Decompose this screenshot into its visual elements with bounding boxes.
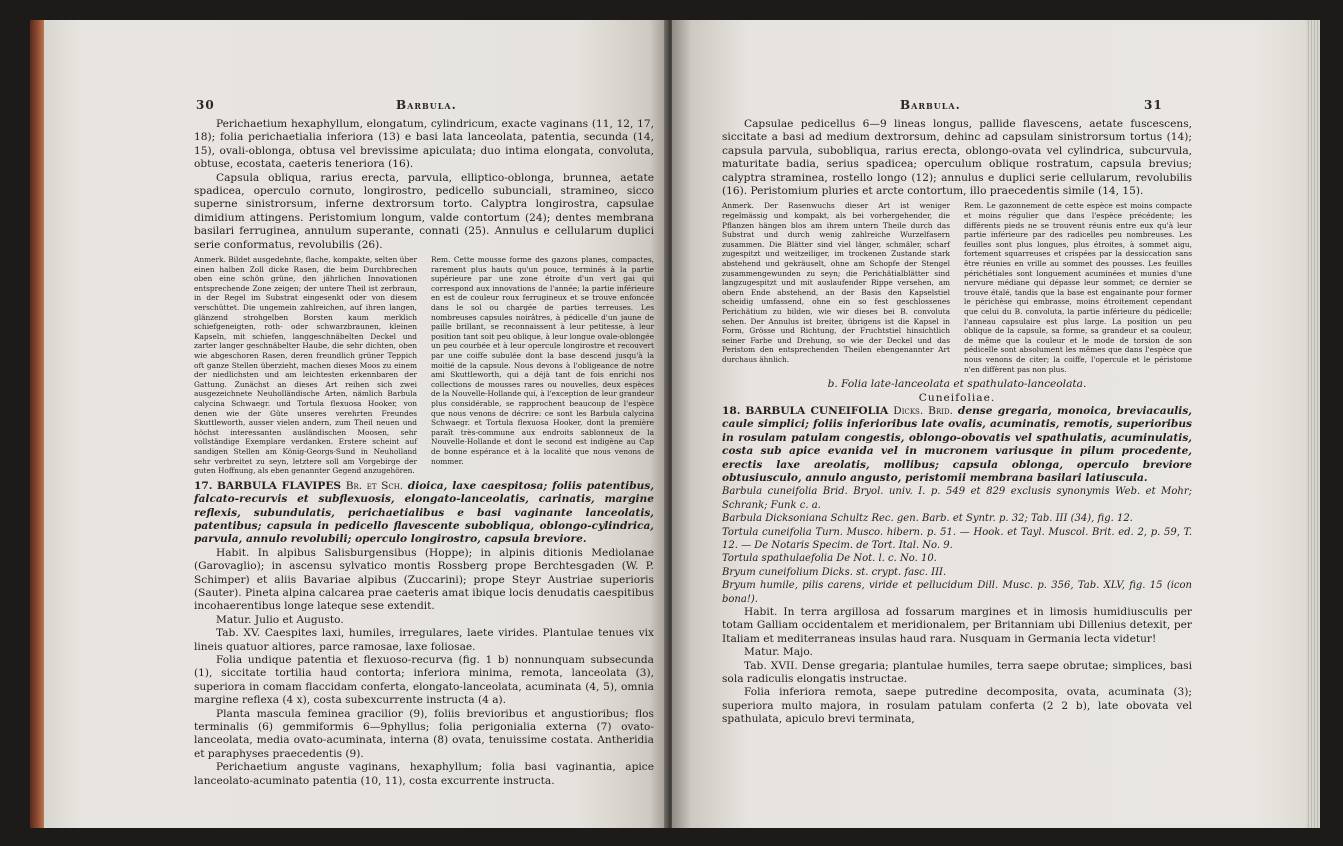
species-18-diagnosis: dense gregaria, monoica, breviacaulis, caule simplici; foliis inferioribus late ovalis, acuminatis, remotis, superioribus in rosulam patulam congestis, oblongo-obovatis vel spathulatis, acuminulatis, costa sub apice evanida vel in mucronem variusque in pilum procedente, erectis laxe areolatis, mollibus; capsula oblonga, operculo breviore obtusiusculo, annulo angusto, peristomii membrana basilari latiuscula. [722,404,1192,484]
page-edges [1306,20,1320,828]
tab-paragraph-right: Tab. XVII. Dense gregaria; plantulae humiles, terra saepe obrutae; simplices, basi sola radiculis elongatis instructae. [722,659,1192,686]
synonym-line: Bryum humile, pilis carens, viride et pellucidum Dill. Musc. p. 356, Tab. XLV, fig. 15 (icon bona!). [722,580,1192,605]
left-page-number: 30 [196,98,215,112]
remark-french: Rem. Cette mousse forme des gazons planes, compactes, rarement plus hauts qu'un pouce, terminés à la partie supérieure par une zone étroite d'un vert gai qui correspond aux innovations de l'année; la partie inférieure en est de couleur roux ferrugineux et se trouve enfoncée dans le sol ou chargée de parties terreuses. Les nombreuses capsules noirâtres, à pédicelle d'un jaune de paille brillant, se reconnaissent à leur petitesse, à leur position tant soit peu oblique, à leur longue ovale-oblongée un peu courbée et à leur opercule longirostre et recouvert par une coiffe subulée dont la base descend jusqu'à la moitié de la capsule. Nous devons à l'obligeance de notre ami Skuttleworth, qui a déjà tant de fois enrichi nos collections de mousses rares ou nouvelles, deux espèces de la Nouvelle-Hollande qui, à l'exception de leur grandeur plus considérable, se rapprochent beaucoup de l'espèce que nous venons de décrire: ce sont les Barbula calycina Schwaegr. et Tortula flexuosa Hooker, dont la première paraît très-commune aux endroits sablonneux de la Nouvelle-Hollande et dont le second est indigène au Cap de bonne espérance et à la localité que nous venons de nommer. [431,255,654,466]
subsection-heading: Cuneifoliae. [918,391,996,404]
synonym-line: Tortula spathulaefolia De Not. l. c. No. 10. [722,553,937,565]
habitat-paragraph: Habit. In alpibus Salisburgensibus (Hoppe); in alpinis ditionis Mediolanae (Garovaglio); in ascensu sylvatico montis Rossberg prope Berchtesgaden (W. P. Schimper) et aliis Bavariae alpibus (Zuccarini); prope Steyr Austriae superioris (Sauter). Pineta alpina calcarea prae caeteris amat ibique locis denudatis caespitibus incohaerentibus longe lateque sese extendit. [194,546,654,613]
species-18-number: 18. [722,404,741,417]
right-running-head: Barbula. [900,98,961,112]
maturity-line: Matur. Julio et Augusto. [216,613,344,626]
remark-french-right: Rem. Le gazonnement de cette espèce est moins compacte et moins régulier que dans l'espèce précédente; les différents pieds ne se trouvent réunis entre eux qu'à leur partie inférieure par des radicelles peu nombreuses. Les feuilles sont plus longues, plus étroites, à sommet aigu, fortement squarreuses et crispées par la dessiccation sans être réunies en vrille au sommet des pousses. Les feuilles périchétiales sont longuement acuminées et munies d'une nervure médiane qui dépasse leur sommet; ce dernier se trouve étalé, tandis que la base est engainante pour former le périchèse qui embrasse, moins étroitement cependant que celui du B. convoluta, la partie inférieure du pédicelle; l'anneau capsulaire est plus large. La position un peu oblique de la capsule, sa forme, sa grandeur et sa couleur, de même que la couleur et le mode de torsion de son pédicelle sont absolument les mêmes que dans l'espèce que nous venons de citer; la coiffe, l'opercule et le péristome n'en diffèrent pas non plus. [964,201,1192,374]
planta-paragraph: Planta mascula feminea gracilior (9), foliis brevioribus et angustioribus; flos terminalis (6) gemmiformis 6—9phyllus; folia perigonialia externa (7) ovato-lanceolata, media ovato-acuminata, interna (8) ovata, tenuissime costata. Antheridia et paraphyses praecedentis (9). [194,707,654,760]
species-17-heading [194,480,654,547]
right-text-block [722,118,1192,727]
perichaetium-paragraph: Perichaetium hexaphyllum, elongatum, cylindricum, exacte vaginans (11, 12, 17, 18); folia perichaetialia inferiora (13) e basi lata lanceolata, patentia, secunda (14, 15), ovali-oblonga, obtusa vel brevissime apiculata; duo intima elongata, convoluta, obtuse, ecostata, caeteris teneriora (16). [194,118,654,171]
right-page-number: 31 [1144,98,1163,112]
right-page [672,20,1306,828]
perichaetium-paragraph-2: Perichaetium anguste vaginans, hexaphyllum; folia basi vaginantia, apice lanceolato-acuminato patentia (10, 11), costa excurrente instructa. [194,761,654,787]
synonym-line: Bryum cuneifolium Dicks. st. crypt. fasc. III. [722,566,947,578]
synonym-line: Barbula Dicksoniana Schultz Rec. gen. Barb. et Syntr. p. 32; Tab. III (34), fig. 12. [722,513,1133,525]
species-17-name: BARBULA FLAVIPES [217,479,342,492]
folia-paragraph: Folia undique patentia et flexuoso-recurva (fig. 1 b) nonnunquam subsecunda (1), siccitate tortilia haud contorta; inferiora minima, remota, lanceolata (3), superiora in comam flaccidam conferta, elongato-lanceolata, acuminata (4, 5), omnia margine reflexa (4 x), costa subexcurrente instructa (4 a). [194,654,654,707]
left-text-block [194,118,654,788]
tab-paragraph: Tab. XV. Caespites laxi, humiles, irregulares, laete virides. Plantulae tenues vix lineis quatuor altiores, parce ramosae, laxe foliosae. [194,627,654,653]
species-17-author: Br. et Sch. [345,479,404,492]
left-page [44,20,668,828]
species-18-heading [722,405,1192,485]
species-18-author: Dicks. Brid. [893,404,953,417]
remark-german: Anmerk. Bildet ausgedehnte, flache, kompakte, selten über einen halben Zoll dicke Rasen, die beim Durchbrechen oben eine schön grüne, den jährlichen Innovationen entsprechende Zone zeigen; der untere Theil ist zerbraun, in der Regel im Substrat eingesenkt oder von diesem verschüttet. Die ungemein zahlreichen, auf ihren langen, glänzend strohgelben Borsten kaum merklich schiefgeneigten, roth- oder schwarzbraunen, kleinen Kapseln, mit schiefen, langgeschnäbelten Deckel und zarter langer geschnäbelter Haube, die sehr dichten, oben wie abgeschoren Rasen, deren freundlich grüner Teppich oft ganze Stellen überzieht, machen dieses Moos zu einem der niedlichsten und am leichtesten erkennbaren der Gattung. Zunächst an dieses Art reihen sich zwei ausgezeichnete Neuholländische Arten, nämlich Barbula calycina Schwaegr. und Tortula flexuosa Hooker, von denen wie der Güte unseres verehrten Freundes Skuttleworth, ausser vielen andern, zum Theil neuen und höchst interessanten ausländischen Moosen, sehr vollständige Exemplare verdanken. Erstere scheint auf sandigen Stellen am König-Georgs-Sund in Neuholland sehr verbreitet zu seyn, letztere soll am Vorgebirge der guten Hoffnung, als eben genannter Gegend anzugehören. [194,255,417,476]
maturity-line-right: Matur. Majo. [744,646,813,659]
left-running-head: Barbula. [396,98,457,112]
synonym-line: Tortula cuneifolia Turn. Musco. hibern. p. 51. — Hook. et Tayl. Muscol. Brit. ed. 2, p. 59, T. 12. — De Notaris Specim. de Tort. Ital. No. 9. [722,526,1192,551]
remark-german-right: Anmerk. Der Rasenwuchs dieser Art ist weniger regelmässig und kompakt, als bei vorhergehender, die Pflanzen hängen blos am ihrem untern Theile durch das Substrat und durch wenig zahlreiche Wurzelfasern zusammen. Die Blätter sind viel länger, schmäler, scharf zugespitzt und weitzeiliger, im trockenen Zustande stark abstehend und gekräuselt, ohne am Schopfe der Stengel zusammengewunden zu seyn; die Perichätialblätter sind langzugespitzt und mit auslaufender Rippe versehen, am obern Ende abstehend, an der Basis den Kapselstiel scheidig umfassend, ohne ein so fest geschlossenes Perichätium zu bilden, wie wir dieses bei B. convoluta sehen. Der Annulus ist breiter, übrigens ist die Kapsel in Form, Grösse und Richtung, der Fruchtstiel hinsichtlich seiner Farbe und Drehung, so wie der Deckel und das Peristom den entsprechenden Theilen ebengenannter Art durchaus ähnlich. [722,201,950,364]
habitat-paragraph-right: Habit. In terra argillosa ad fossarum margines et in limosis humidiusculis per totam Galliam occidentalem et meridionalem, per Britanniam ubi Dillenius detexit, per Italiam et mediterraneas insulas haud rara. Nusquam in Germania lecta videtur! [722,606,1192,645]
remarks-columns-right [722,201,1192,374]
folia-paragraph-right: Folia inferiora remota, saepe putredine decomposita, ovata, acuminata (3); superiora multo majora, in rosulam patulam conferta (2 2 b), late obovata vel spathulata, apiculo brevi terminata, [722,686,1192,726]
capsulae-paragraph: Capsulae pedicellus 6—9 lineas longus, pallide flavescens, aetate fuscescens, siccitate a basi ad medium dextrorsum, dehinc ad capsulam sinistrorsum tortus (14); capsula parvula, subobliqua, rarius erecta, oblongo-ovata vel cylindrica, subcurvula, maturitate badia, serius spadicea; operculum oblique rostratum, capsula brevius; calyptra straminea, rostello longo (12); annulus e duplici serie cellularum, revolubilis (16). Peristomium pluries et arcte contortum, illo praecedentis simile (14, 15). [722,118,1192,198]
capsula-paragraph: Capsula obliqua, rarius erecta, parvula, elliptico-oblonga, brunnea, aetate spadicea, operculo cornuto, longirostro, pedicello subunciali, stramineo, sicco superne sinistrorsum, inferne dextrorsum torto. Calyptra longirostra, capsulae dimidium attingens. Peristomium longum, valde contortum (24); dentes membrana basilari ferruginea, annulum superante, connati (25). Annulus e cellularum duplici serie conformatus, revolubilis (26). [194,171,654,251]
synonym-line: Barbula cuneifolia Brid. Bryol. univ. I. p. 549 et 829 exclusis synonymis Web. et Mohr; Schrank; Funk c. a. [722,486,1192,511]
species-17-diagnosis: dioica, laxe caespitosa; foliis patentibus, falcato-recurvis et subflexuosis, elongato-lanceolatis, carinatis, margine reflexis, subundulatis, perichaetialibus e basi vaginante lanceolatis, patentibus; capsula in pedicello flavescente subobliqua, oblongo-cylindrica, parvula, annulo revolubili; operculo longirostro, capsula breviore. [194,479,655,546]
species-18-name: BARBULA CUNEIFOLIA [745,404,889,417]
section-heading: b. Folia late-lanceolata et spathulato-lanceolata. [827,378,1087,391]
remarks-columns [194,255,654,476]
species-17-number: 17. [194,479,213,492]
